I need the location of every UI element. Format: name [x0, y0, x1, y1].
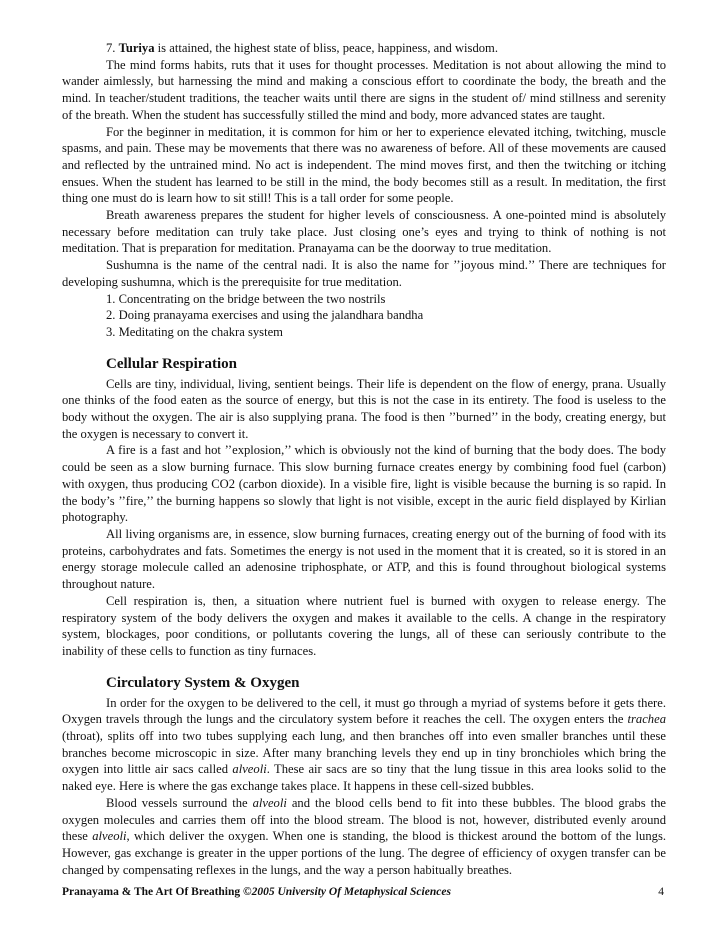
text-run: . These air sacs are so tiny that the lung tissue in this area looks solid to the naked eye. Here is where the gas exchange takes place. It happens in these cell-sized bubbles.: [62, 762, 666, 794]
paragraph: A fire is a fast and hot ’’explosion,’’ which is obviously not the kind of burning that the body does. The body could be seen as a slow burning furnace. This slow burning furnace creates energy by combining food fuel (carbon) with oxygen, thus producing CO2 (carbon dioxide). In a visible fire, light is visible because the burning is so rapid. In the body’s ’’fire,’’ the burning happens so slowly that light is not visible, except in the auric field displayed by Kirlian photography.: [62, 443, 666, 525]
text-run: , which deliver the oxygen. When one is standing, the blood is thickest around the bottom of the lungs. However, gas exchange is greater in the upper portions of the lung. The degree of efficiency of oxygen transfer can be changed by compensating reflexes in the lungs, and the way a person habitually breathes.: [62, 829, 666, 877]
list-number: 7.: [106, 41, 119, 55]
list-item: 2. Doing pranayama exercises and using the jalandhara bandha: [106, 308, 424, 323]
document-body: [62, 40, 666, 878]
paragraph: All living organisms are, in essence, slow burning furnaces, creating energy out of the burning of food with its proteins, carbohydrates and fats. Sometimes the energy is not used in the moment that it is created, so it is stored in an energy storage molecule called an adenosine triphosphate, or ATP, and this is found throughout biological systems throughout nature.: [62, 526, 666, 592]
page-number: 4: [658, 886, 664, 898]
italic-term: alveoli: [232, 762, 267, 777]
turiya-text: is attained, the highest state of bliss, peace, happiness, and wisdom.: [154, 41, 498, 55]
section-heading-circulatory-system: Circulatory System & Oxygen: [106, 674, 300, 691]
paragraph: Cells are tiny, individual, living, sentient beings. Their life is dependent on the flow of energy, prana. Usually one thinks of the food eaten as the source of energy, but this is not the case in its entirety. The food is useless to the body without the oxygen. The air is also supplying prana. The food is then ’’burned’’ in the body, creating energy, but the oxygen is necessary to convert it.: [62, 376, 666, 441]
page-footer: [62, 886, 666, 898]
text-run: Blood vessels surround the: [106, 795, 253, 810]
paragraph: The mind forms habits, ruts that it uses for thought processes. Meditation is not about allowing the mind to wander aimlessly, but harnessing the mind and making a conscious effort to coordinate the body, the breath and the mind. In teacher/student traditions, the teacher waits until there are signs in the student of/ mind stillness and serenity of the breath. When the student has successfully stilled the mind and body, more advanced states are taught.: [62, 57, 666, 122]
copyright-notice: ©2005 University Of Metaphysical Sciences: [243, 886, 451, 898]
paragraph: [62, 795, 666, 879]
footer-title: [62, 886, 451, 898]
italic-term: trachea: [627, 712, 666, 727]
paragraph: For the beginner in meditation, it is common for him or her to experience elevated itching, twitching, muscle spasms, and pain. These may be movements that there was no awareness of before. All of these movements are caused and reflected by the untrained mind. No act is independent. The mind moves first, and then the twitching or itching ensues. When the student has learned to be still in the mind, the body becomes still as a result. In meditation, the first thing one must do is learn how to sit still! This is a tall order for some people.: [62, 124, 666, 206]
section-heading-cellular-respiration: Cellular Respiration: [106, 355, 237, 372]
turiya-term: Turiya: [118, 41, 155, 55]
paragraph: [62, 695, 666, 795]
italic-term: alveoli: [252, 795, 287, 810]
italic-term: alveoli: [92, 829, 127, 844]
text-run: In order for the oxygen to be delivered to the cell, it must go through a myriad of systems before it gets there. Oxygen travels through the lungs and the circulatory system before it reaches the cell. The oxygen enters the: [62, 695, 666, 727]
list-item: 1. Concentrating on the bridge between the two nostrils: [106, 291, 386, 306]
paragraph: Sushumna is the name of the central nadi. It is also the name for ’’joyous mind.’’ There are techniques for developing sushumna, which is the prerequisite for true meditation.: [62, 258, 666, 289]
list-item: 3. Meditating on the chakra system: [106, 324, 283, 339]
paragraph: Breath awareness prepares the student for higher levels of consciousness. A one-pointed mind is absolutely necessary before meditation can truly take place. Just closing one’s eyes and trying to think of nothing is not meditation. That is preparation for meditation. Pranayama can be the doorway to true meditation.: [62, 208, 666, 256]
paragraph: Cell respiration is, then, a situation where nutrient fuel is burned with oxygen to release energy. The respiratory system of the body delivers the oxygen and makes it available to the cells. A change in the respiratory system, blockages, poor conditions, or pollutants covering the lungs, all of these can seriously contribute to the inability of these cells to function as tiny furnaces.: [62, 593, 666, 658]
text-run: and the blood cells bend to fit into these bubbles. The blood grabs the oxygen molecules and carries them off into the blood stream. The blood is not, however, distributed evenly around these: [62, 795, 666, 844]
text-run: (throat), splits off into two tubes supplying each lung, and then branches off into even smaller branches until these branches become microscopic in size. After many branching levels they end up in tiny bronchioles which bring the oxygen into little air sacs called: [62, 729, 666, 777]
book-title: Pranayama & The Art Of Breathing: [62, 886, 244, 898]
paragraph-turiya: [62, 40, 666, 57]
